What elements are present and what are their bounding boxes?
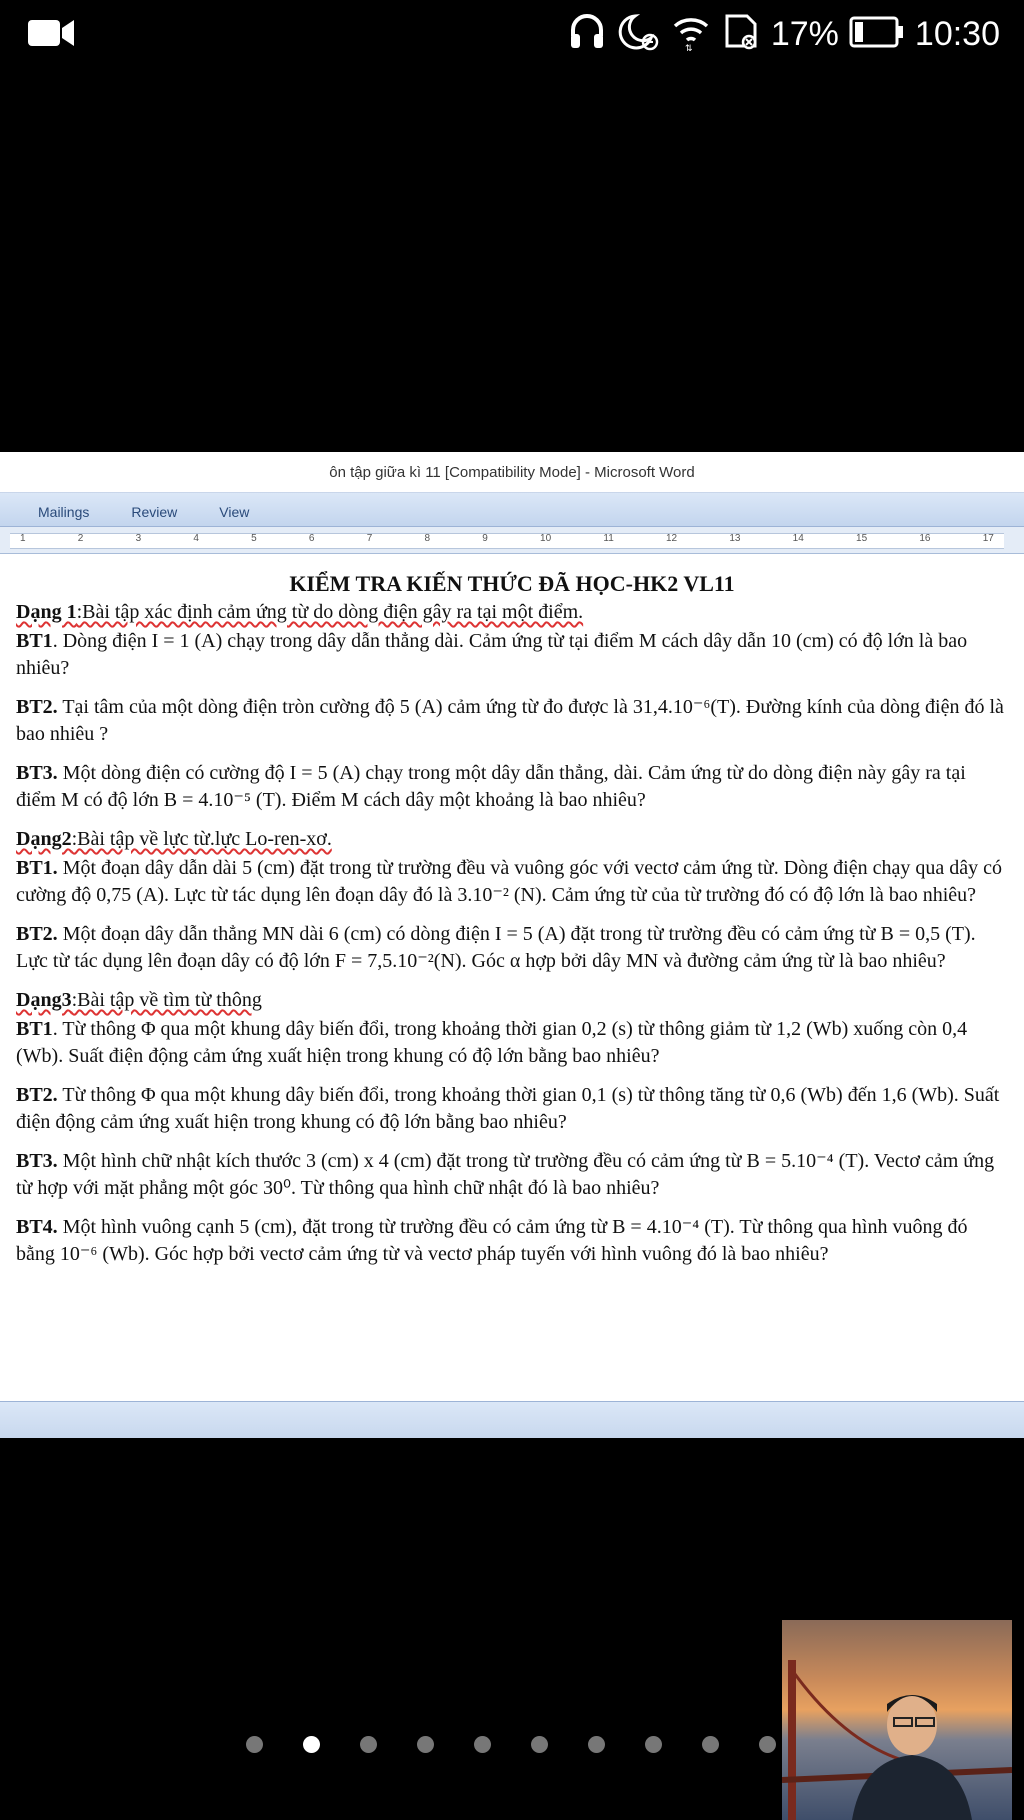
section-heading	[16, 987, 1008, 1014]
tab-review[interactable]: Review	[131, 504, 178, 520]
page-dot[interactable]	[645, 1736, 662, 1753]
section-title: :Bài tập về lực từ.lực Lo-ren-xơ.	[71, 828, 332, 850]
ruler-number: 3	[135, 533, 142, 544]
document-page	[0, 554, 1024, 1268]
section-label: Dạng3	[16, 989, 72, 1011]
page-dot[interactable]	[702, 1736, 719, 1753]
ruler-number: 1	[20, 533, 26, 544]
exercise-text: Tại tâm của một dòng điện tròn cường độ 5 (A) cảm ứng từ đo được là 31,4.10⁻⁶(T). Đường kính của dòng điện đó là bao nhiêu ?	[16, 696, 1004, 745]
exercise-text: Một dòng điện có cường độ I = 5 (A) chạy trong một dây dẫn thẳng, dài. Cảm ứng từ do dòng điện này gây ra tại điểm M có độ lớn B = 4.10⁻⁵ (T). Điểm M cách dây một khoảng là bao nhiêu?	[16, 762, 966, 811]
exercise-item	[16, 760, 1008, 814]
page-dot[interactable]	[360, 1736, 377, 1753]
ruler[interactable]	[0, 527, 1024, 554]
exercise-text: Một đoạn dây dẫn thẳng MN dài 6 (cm) có dòng điện I = 5 (A) đặt trong từ trường đều có cảm ứng từ B = 0,5 (T). Lực từ tác dụng lên đoạn dây có độ lớn F = 7,5.10⁻²(N). Góc α hợp bởi dây MN và đường cảm ứng từ là bao nhiêu?	[16, 923, 976, 972]
ruler-number: 7	[366, 533, 373, 544]
document-heading: KIỂM TRA KIẾN THỨC ĐÃ HỌC-HK2 VL11	[289, 571, 735, 596]
exercise-item	[16, 1016, 1008, 1070]
ruler-number: 10	[540, 533, 552, 544]
section-heading	[16, 826, 1008, 853]
battery-icon	[849, 15, 905, 53]
tab-mailings[interactable]: Mailings	[38, 504, 90, 520]
ruler-number: 8	[424, 533, 431, 544]
exercise-item	[16, 1082, 1008, 1136]
exercise-label: BT3.	[16, 1150, 58, 1172]
ruler-number: 17	[982, 533, 994, 544]
ruler-number: 5	[251, 533, 257, 544]
exercise-label: BT4.	[16, 1216, 58, 1238]
exercise-label: BT1	[16, 630, 53, 652]
status-bar	[0, 0, 1024, 70]
exercise-item	[16, 921, 1008, 975]
exercise-label: BT2.	[16, 923, 58, 945]
ruler-number: 2	[77, 533, 84, 544]
page-dot[interactable]	[759, 1736, 776, 1753]
video-camera-icon	[26, 16, 76, 54]
svg-text:⇅: ⇅	[684, 44, 693, 52]
exercise-text: Một hình chữ nhật kích thước 3 (cm) x 4 (cm) đặt trong từ trường đều có cảm ứng từ B = 5.10⁻⁴ (T). Vectơ cảm ứng từ hợp với mặt phẳng một góc 30⁰. Từ thông qua hình chữ nhật đó là bao nhiêu?	[16, 1150, 995, 1199]
page-dot[interactable]	[303, 1736, 320, 1753]
exercise-item	[16, 628, 1008, 682]
exercise-label: BT2.	[16, 696, 58, 718]
page-dot[interactable]	[417, 1736, 434, 1753]
ruler-number: 11	[603, 533, 614, 544]
ruler-number: 16	[919, 533, 931, 544]
exercise-text: . Từ thông Φ qua một khung dây biến đổi, trong khoảng thời gian 0,2 (s) từ thông giảm từ 1,2 (Wb) xuống còn 0,4 (Wb). Suất điện động cảm ứng xuất hiện trong khung có độ lớn bằng bao nhiêu?	[16, 1018, 968, 1067]
sim-icon	[721, 12, 761, 56]
exercise-text: Một hình vuông cạnh 5 (cm), đặt trong từ trường đều có cảm ứng từ B = 4.10⁻⁴ (T). Từ thông qua hình vuông đó bằng 10⁻⁶ (Wb). Góc hợp bởi vectơ cảm ứng từ và vectơ pháp tuyến với hình vuông đó là bao nhiêu?	[16, 1216, 968, 1265]
exercise-label: BT1	[16, 1018, 53, 1040]
exercise-text: Từ thông Φ qua một khung dây biến đổi, trong khoảng thời gian 0,1 (s) từ thông tăng từ 0,6 (Wb) đến 1,6 (Wb). Suất điện động cảm ứng xuất hiện trong khung có độ lớn bằng bao nhiêu?	[16, 1084, 1000, 1133]
exercise-text: Một đoạn dây dẫn dài 5 (cm) đặt trong từ trường đều và vuông góc với vectơ cảm ứng từ. Dòng điện chạy qua dây có cường độ 0,75 (A). Lực từ tác dụng lên đoạn dây đó là 3.10⁻² (N). Cảm ứng từ của từ trường đó có độ lớn là bao nhiêu?	[16, 857, 1002, 906]
section-title: :Bài tập về tìm từ thông	[71, 989, 262, 1011]
wifi-icon	[671, 12, 711, 56]
presenter-image	[782, 1620, 1012, 1820]
section-title: :Bài tập xác định cảm ứng từ do dòng điện gây ra tại một điểm.	[76, 601, 584, 623]
tab-view[interactable]: View	[219, 504, 250, 520]
battery-percent: 17%	[770, 14, 839, 53]
ruler-number: 6	[308, 533, 315, 544]
ruler-number: 15	[856, 533, 868, 544]
exercise-item	[16, 855, 1008, 909]
window-title: ôn tập giữa kì 11 [Compatibility Mode] - Microsoft Word	[0, 452, 1024, 493]
page-dot[interactable]	[588, 1736, 605, 1753]
exercise-item	[16, 1148, 1008, 1202]
page-dot[interactable]	[531, 1736, 548, 1753]
exercise-text: . Dòng điện I = 1 (A) chạy trong dây dẫn thẳng dài. Cảm ứng từ tại điểm M cách dây dẫn 10 (cm) có độ lớn là bao nhiêu?	[16, 630, 968, 679]
ruler-number: 13	[729, 533, 741, 544]
ruler-number: 14	[792, 533, 804, 544]
presenter-video[interactable]	[782, 1620, 1012, 1820]
page-indicator	[246, 1736, 776, 1753]
clock: 10:30	[914, 14, 1000, 53]
exercise-label: BT3.	[16, 762, 58, 784]
page-dot[interactable]	[474, 1736, 491, 1753]
exercise-item	[16, 694, 1008, 748]
do-not-disturb-icon	[617, 12, 661, 56]
ribbon-tabs	[0, 493, 1024, 527]
exercise-label: BT1.	[16, 857, 58, 879]
section-label: Dạng 1	[16, 601, 77, 623]
page-dot[interactable]	[246, 1736, 263, 1753]
ruler-number: 12	[665, 533, 678, 544]
ruler-number: 4	[193, 533, 199, 544]
exercise-label: BT2.	[16, 1084, 58, 1106]
exercise-item	[16, 1214, 1008, 1268]
word-status-area	[0, 1401, 1024, 1438]
word-window	[0, 452, 1024, 1438]
section-label: Dạng2	[16, 828, 72, 850]
headphones-icon	[567, 12, 607, 56]
ruler-number: 9	[482, 533, 488, 544]
section-heading	[16, 599, 1008, 626]
